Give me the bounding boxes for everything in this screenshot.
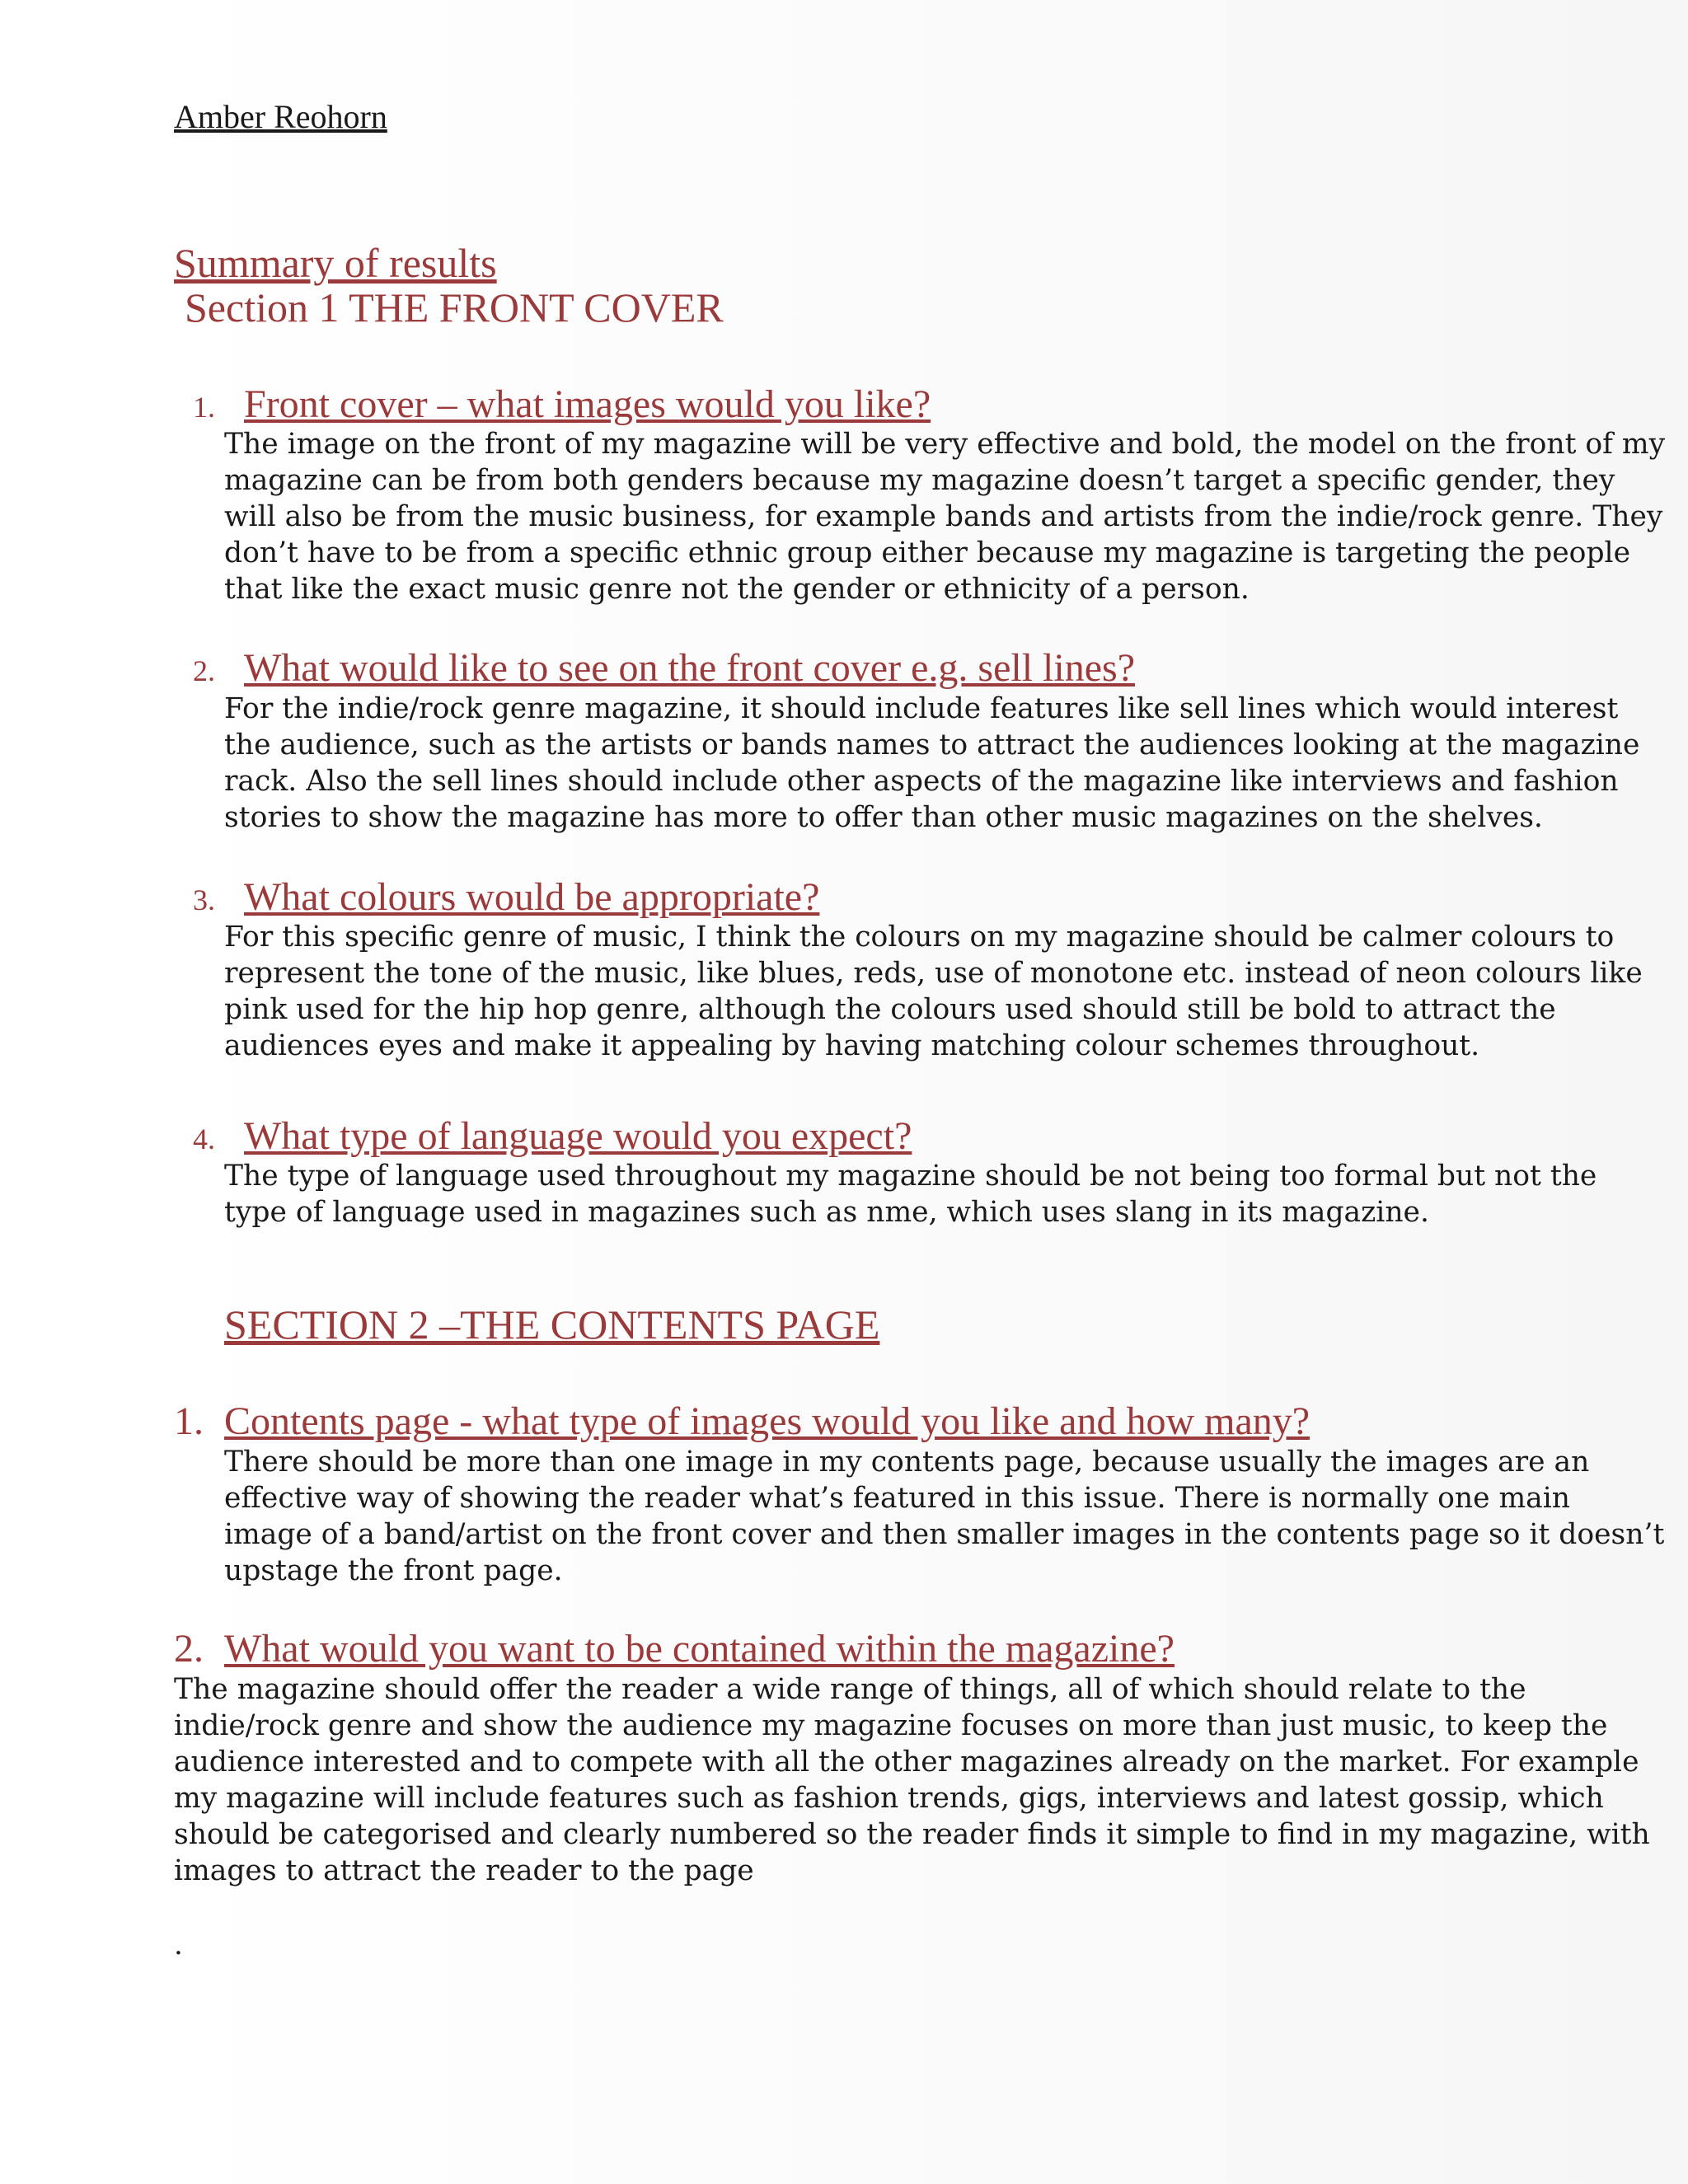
answer-paragraph <box>224 1444 1664 1589</box>
question-heading: What would like to see on the front cover e.g. sell lines? <box>244 646 1136 690</box>
answer-line: my magazine will include features such as fashion trends, gigs, interviews and latest gossip, which <box>174 1782 1604 1815</box>
answer-line: The image on the front of my magazine will be very effective and bold, the model on the front of my <box>224 428 1666 461</box>
question-heading: What type of language would you expect? <box>244 1114 912 1158</box>
answer-line: There should be more than one image in my contents page, because usually the images are an <box>224 1446 1590 1479</box>
summary-title: Summary of results <box>174 240 497 286</box>
section-1-title: Section 1 THE FRONT COVER <box>185 284 724 330</box>
answer-line: stories to show the magazine has more to offer than other music magazines on the shelves. <box>224 801 1543 834</box>
question-heading: What colours would be appropriate? <box>244 875 820 919</box>
answer-paragraph <box>224 1158 1597 1230</box>
question-heading: Front cover – what images would you like? <box>244 382 931 426</box>
answer-line: represent the tone of the music, like blues, reds, use of monotone etc. instead of neon colours like <box>224 957 1643 990</box>
answer-paragraph <box>224 691 1639 836</box>
answer-line: The magazine should offer the reader a wide range of things, all of which should relate to the <box>174 1673 1526 1706</box>
answer-line: images to attract the reader to the page <box>174 1854 754 1887</box>
question-heading: Contents page - what type of images would you like and how many? <box>224 1399 1311 1443</box>
answer-line: audiences eyes and make it appealing by having matching colour schemes throughout. <box>224 1029 1480 1062</box>
question-number: 1. <box>174 1399 204 1443</box>
answer-line: should be categorised and clearly numbered so the reader finds it simple to find in my magazine, with <box>174 1818 1650 1851</box>
question-number: 4. <box>193 1122 215 1155</box>
answer-paragraph <box>224 426 1665 607</box>
answer-line: the audience, such as the artists or bands names to attract the audiences looking at the magazine <box>224 729 1640 762</box>
question-number: 1. <box>193 391 215 424</box>
answer-line: magazine can be from both genders because my magazine doesn’t target a specific gender, they <box>224 464 1615 497</box>
answer-line: upstage the front page. <box>224 1554 563 1587</box>
question-heading: What would you want to be contained within the magazine? <box>224 1627 1175 1671</box>
answer-paragraph <box>224 919 1643 1064</box>
answer-line: pink used for the hip hop genre, although the colours used should still be bold to attract the <box>224 993 1556 1026</box>
answer-paragraph <box>174 1671 1650 1889</box>
answer-line: will also be from the music business, for example bands and artists from the indie/rock genre. They <box>224 500 1663 533</box>
question-number: 3. <box>193 883 215 916</box>
section-2-title: SECTION 2 –THE CONTENTS PAGE <box>224 1301 880 1347</box>
trailing-period: . <box>174 1929 183 1961</box>
answer-line: don’t have to be from a specific ethnic group either because my magazine is targeting the people <box>224 537 1630 569</box>
answer-line: For the indie/rock genre magazine, it should include features like sell lines which would interest <box>224 692 1619 725</box>
question-number: 2. <box>174 1627 204 1671</box>
answer-line: indie/rock genre and show the audience my magazine focuses on more than just music, to keep the <box>174 1709 1608 1742</box>
question-number: 2. <box>193 654 215 687</box>
answer-line: rack. Also the sell lines should include other aspects of the magazine like interviews and fashion <box>224 765 1619 798</box>
answer-line: effective way of showing the reader what’s featured in this issue. There is normally one main <box>224 1482 1571 1515</box>
author-name: Amber Reohorn <box>174 98 387 135</box>
answer-line: For this specific genre of music, I think the colours on my magazine should be calmer colours to <box>224 921 1615 954</box>
answer-line: that like the exact music genre not the gender or ethnicity of a person. <box>224 573 1250 606</box>
answer-line: image of a band/artist on the front cover and then smaller images in the contents page so it doesn’t <box>224 1518 1665 1551</box>
answer-line: The type of language used throughout my magazine should be not being too formal but not the <box>224 1160 1597 1193</box>
answer-line: audience interested and to compete with all the other magazines already on the market. For example <box>174 1746 1639 1779</box>
answer-line: type of language used in magazines such as nme, which uses slang in its magazine. <box>224 1196 1429 1229</box>
